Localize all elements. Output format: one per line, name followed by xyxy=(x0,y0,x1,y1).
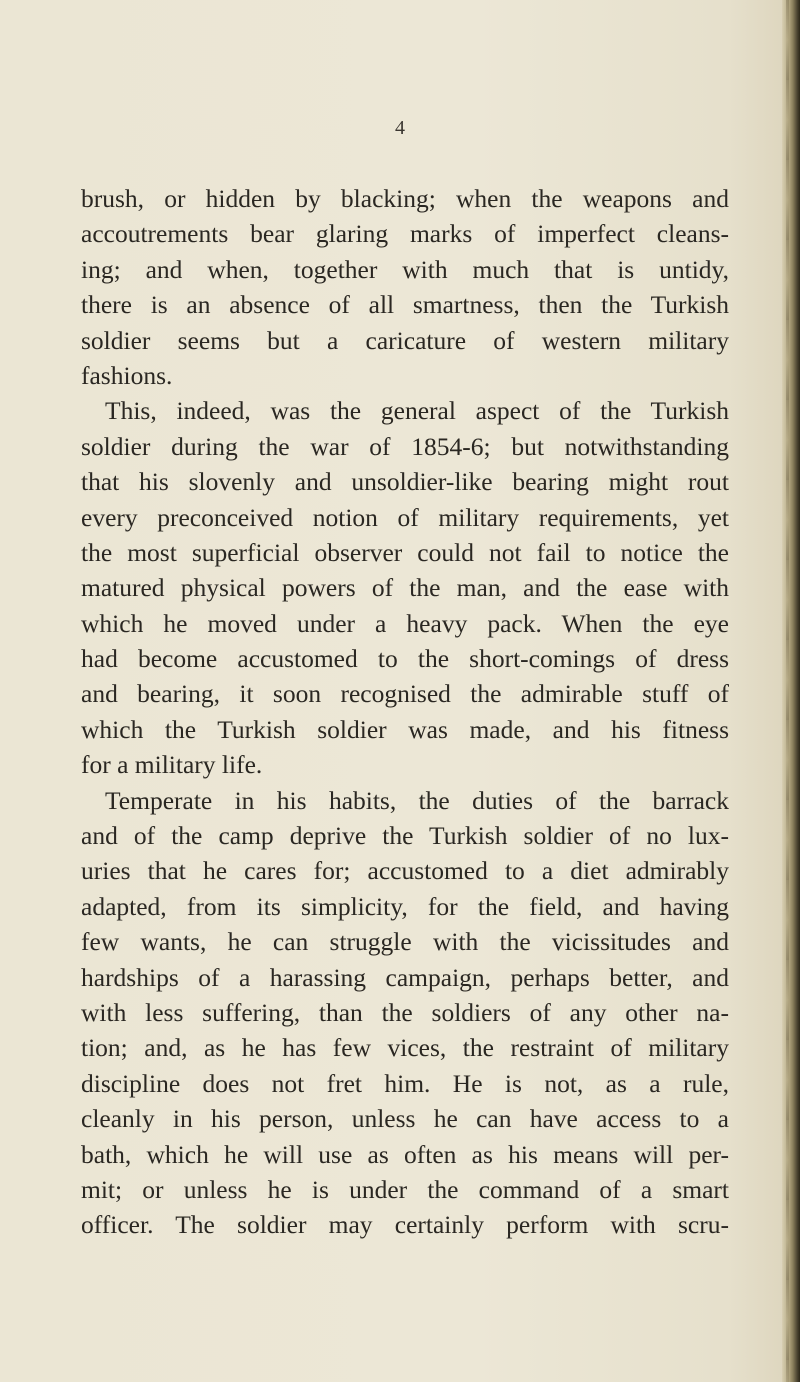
text-line: fashions. xyxy=(81,360,173,390)
body-text xyxy=(81,181,729,1243)
text-line: for a military life. xyxy=(81,750,263,780)
text-line: accoutrements bear glaring marks of imperfect cleans- xyxy=(81,219,729,249)
text-line: soldier seems but a caricature of western military xyxy=(81,325,729,355)
text-line: soldier during the war of 1854-6; but notwithstanding xyxy=(81,431,729,461)
text-line: tion; and, as he has few vices, the restraint of military xyxy=(81,1033,729,1063)
text-line: brush, or hidden by blacking; when the weapons and xyxy=(81,184,729,213)
text-line: discipline does not fret him. He is not, as a rule, xyxy=(81,1068,729,1098)
text-line: had become accustomed to the short-comings of dress xyxy=(81,644,729,674)
text-line: matured physical powers of the man, and the ease with xyxy=(81,573,729,603)
text-line: hardships of a harassing campaign, perhaps better, and xyxy=(81,962,729,992)
text-line: Temperate in his habits, the duties of the barrack xyxy=(105,785,729,815)
text-line: that his slovenly and unsoldier-like bearing might rout xyxy=(81,467,729,497)
text-line: officer. The soldier may certainly perform with scru- xyxy=(81,1210,729,1240)
page-number: 4 xyxy=(395,117,405,139)
text-line: which he moved under a heavy pack. When the eye xyxy=(81,608,729,638)
text-line: with less suffering, than the soldiers of any other na- xyxy=(81,997,729,1027)
text-line: adapted, from its simplicity, for the field, and having xyxy=(81,891,729,921)
text-line: This, indeed, was the general aspect of the Turkish xyxy=(105,396,729,426)
text-line: every preconceived notion of military requirements, yet xyxy=(81,502,729,532)
text-line: which the Turkish soldier was made, and his fitness xyxy=(81,714,729,744)
page-edge xyxy=(782,0,800,1382)
text-line: mit; or unless he is under the command of a smart xyxy=(81,1174,729,1204)
text-line: there is an absence of all smartness, then the Turkish xyxy=(81,290,729,320)
text-line: few wants, he can struggle with the vicissitudes and xyxy=(81,927,729,957)
text-line: ing; and when, together with much that is untidy, xyxy=(81,254,729,284)
text-line: bath, which he will use as often as his means will per- xyxy=(81,1139,729,1169)
text-line: cleanly in his person, unless he can have access to a xyxy=(81,1104,729,1134)
text-line: the most superficial observer could not fail to notice the xyxy=(81,537,729,567)
text-line: uries that he cares for; accustomed to a diet admirably xyxy=(81,856,729,886)
text-line: and of the camp deprive the Turkish soldier of no lux- xyxy=(81,821,729,851)
text-line: and bearing, it soon recognised the admirable stuff of xyxy=(81,679,729,709)
